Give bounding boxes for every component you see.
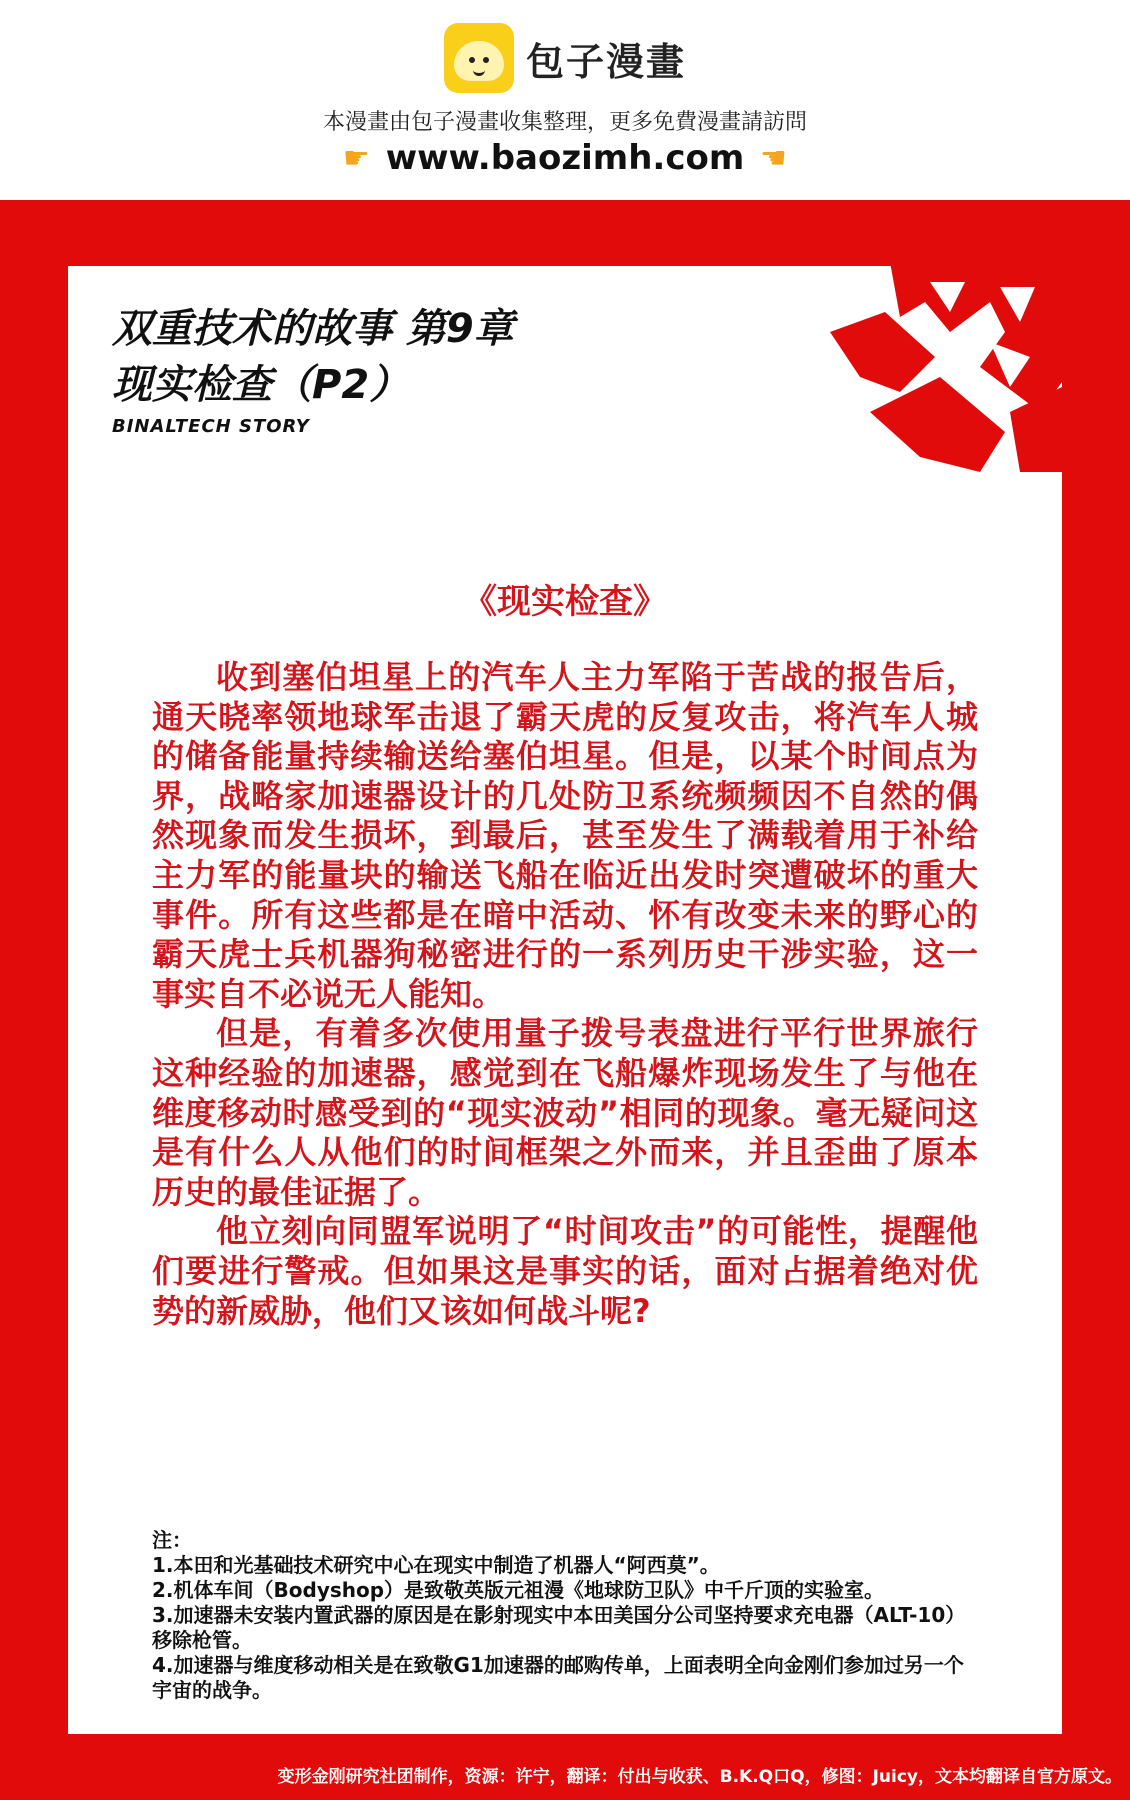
note-item: 2.机体车间（Bodyshop）是致敬英版元祖漫《地球防卫队》中千斤顶的实验室。 bbox=[152, 1578, 885, 1602]
note-item: 3.加速器未安装内置武器的原因是在影射现实中本田美国分公司坚持要求充电器（ALT-10）移除枪管。 bbox=[152, 1603, 966, 1652]
autobot-emblem-icon bbox=[830, 262, 1062, 472]
story-body bbox=[152, 658, 978, 1331]
site-logo-text: 包子漫畫 bbox=[525, 39, 686, 84]
story-title: 《现实检查》 bbox=[463, 582, 667, 622]
site-banner bbox=[0, 0, 1130, 200]
pointing-hand-icon: ☛ bbox=[342, 140, 370, 176]
bun-mascot-icon bbox=[444, 23, 514, 93]
notes-heading: 注： bbox=[152, 1528, 192, 1552]
credits-line: 变形金刚研究社团制作，资源：许宁，翻译：付出与收获、B.K.Q口Q，修图：Juicy，文本均翻译自官方原文。 bbox=[277, 1767, 1122, 1787]
story-paragraph: 收到塞伯坦星上的汽车人主力军陷于苦战的报告后，通天晓率领地球军击退了霸天虎的反复攻击，将汽车人城的储备能量持续输送给塞伯坦星。但是，以某个时间点为界，战略家加速器设计的几处防卫系统频频因不自然的偶然现象而发生损坏，到最后，甚至发生了满载着用于补给主力军的能量块的输送飞船在临近出发时突遭破坏的重大事件。所有这些都是在暗中活动、怀有改变未来的野心的霸天虎士兵机器狗秘密进行的一系列历史干涉实验，这一事实自不必说无人能知。 bbox=[152, 658, 978, 1013]
story-paragraph: 他立刻向同盟军说明了“时间攻击”的可能性，提醒他们要进行警戒。但如果这是事实的话，面对占据着绝对优势的新威胁，他们又该如何战斗呢? bbox=[152, 1212, 978, 1330]
story-paragraph: 但是，有着多次使用量子拨号表盘进行平行世界旅行这种经验的加速器，感觉到在飞船爆炸现场发生了与他在维度移动时感受到的“现实波动”相同的现象。毫无疑问这是有什么人从他们的时间框架之外而来，并且歪曲了原本历史的最佳证据了。 bbox=[152, 1014, 978, 1211]
notes-section bbox=[152, 1528, 982, 1703]
site-url-link[interactable]: www.baozimh.com bbox=[385, 138, 745, 178]
series-label: BINALTECH STORY bbox=[112, 416, 310, 437]
site-logo[interactable] bbox=[0, 22, 1130, 94]
chapter-title: 双重技术的故事 第9章 bbox=[112, 306, 514, 352]
pointing-hand-icon: ☛ bbox=[760, 140, 788, 176]
site-tagline: 本漫畫由包子漫畫收集整理，更多免費漫畫請訪問 bbox=[322, 110, 807, 135]
note-item: 1.本田和光基础技术研究中心在现实中制造了机器人“阿西莫”。 bbox=[152, 1553, 720, 1577]
chapter-subtitle: 现实检查（P2） bbox=[112, 362, 410, 408]
site-url-row bbox=[0, 136, 1130, 180]
note-item: 4.加速器与维度移动相关是在致敬G1加速器的邮购传单，上面表明全向金刚们参加过另一个宇宙的战争。 bbox=[152, 1653, 964, 1702]
